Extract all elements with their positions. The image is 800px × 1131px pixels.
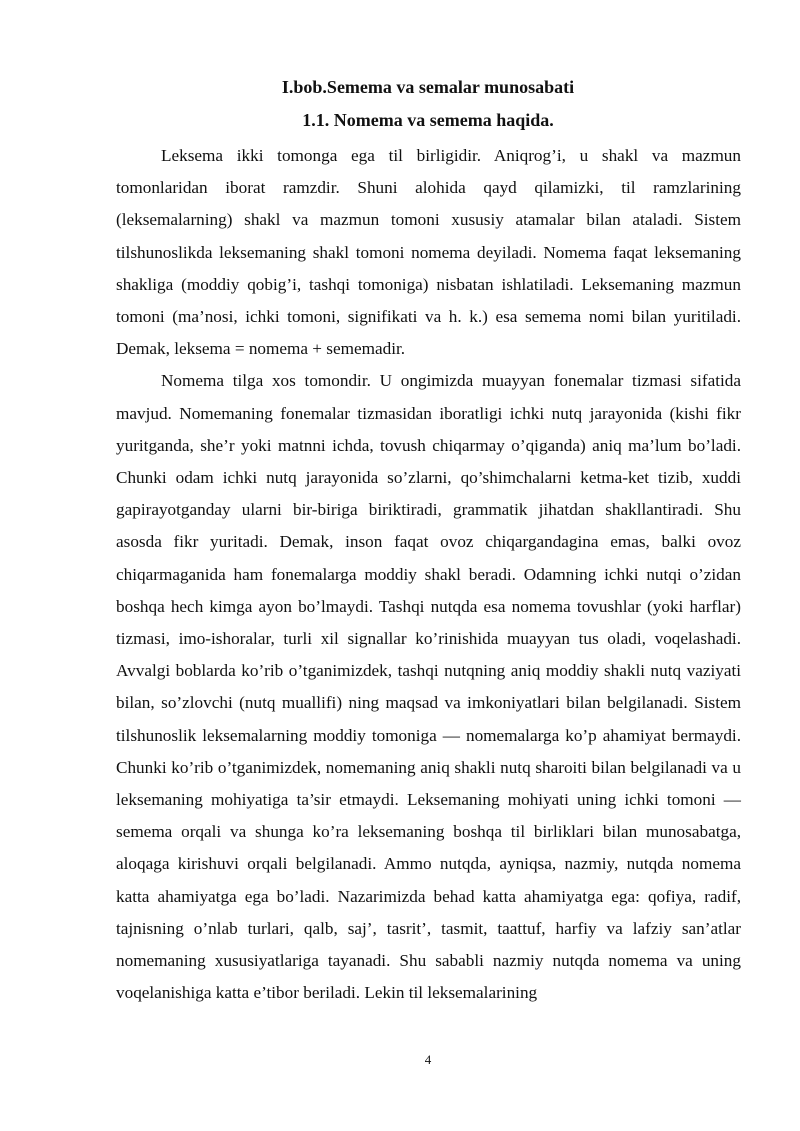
page-number: 4 — [424, 1052, 432, 1067]
paragraph-2: Nomema tilga xos tomondir. U ongimizda muayyan fonemalar tizmasi sifatida mavjud. Nomemaning fonemalar tizmasidan iboratligi ichki nutq jarayonida (kishi fikr yuritganda, she’r yoki matnni ichda, tovush chiqarmay o’qiganda) aniq ma’lum bo’ladi. Chunki odam ichki nutq jarayonida so’zlarni, qo’shimchalarni ketma-ket tizib, xuddi gapirayotganday ularni bir-biriga biriktiradi, grammatik jihatdan shakllantiradi. Shu asosda fikr yuritadi. Demak, inson faqat ovoz chiqargandagina emas, balki ovoz chiqarmaganida ham fonemalarga moddiy shakl beradi. Odamning ichki nutqi o’zidan boshqa hech kimga ayon bo’lmaydi. Tashqi nutqda esa nomema tovushlar (yoki harflar) tizmasi, imo-ishoralar, turli xil signallar ko’rinishida muayyan tus oladi, voqelashadi. Avvalgi boblarda ko’rib o’tganimizdek, tashqi nutqning aniq moddiy shakli nutq vaziyati bilan, so’zlovchi (nutq muallifi) ning maqsad va imkoniyatlari bilan belgilanadi. Sistem tilshunoslik leksemalarning moddiy tomoniga — nomemalarga ko’p ahamiyat bermaydi. Chunki ko’rib o’tganimizdek, nomemaning aniq shakli nutq sharoiti bilan belgilanadi va u leksemaning mohiyatiga ta’sir etmaydi. Leksemaning mohiyati uning ichki tomoni — semema orqali va shunga ko’ra leksemaning boshqa til birliklari bilan munosabatga, aloqaga kirishuvi orqali belgilanadi. Ammo nutqda, ayniqsa, nazmiy, nutqda nomema katta ahamiyatga ega bo’ladi. Nazarimizda behad katta ahamiyatga ega: qofiya, radif, tajnisning o’nlab turlari, qalb, saj’, tasrit’, tasmit, taattuf, harfiy va lafziy san’atlar nomemaning xususiyatlariga tayanadi. Shu sababli nazmiy nutqda nomema va uning voqelanishiga katta e’tibor beriladi. Lekin til leksemalarining — [116, 371, 741, 1003]
body-text — [116, 140, 741, 1009]
section-title: 1.1. Nomema va semema haqida. — [302, 110, 554, 130]
chapter-title: I.bob.Semema va semalar munosabati — [281, 77, 575, 97]
paragraph-1: Leksema ikki tomonga ega til birligidir. Aniqrog’i, u shakl va mazmun tomonlaridan iborat ramzdir. Shuni alohida qayd qilamizki, til ramzlarining (leksemalarning) shakl va mazmun tomoni xususiy atamalar bilan ataladi. Sistem tilshunoslikda leksemaning shakl tomoni nomema deyiladi. Nomema faqat leksemaning shakliga (moddiy qobig’i, tashqi tomoniga) nisbatan ishlatiladi. Leksemaning mazmun tomoni (ma’nosi, ichki tomoni, signifikati va h. k.) esa semema nomi bilan yuritiladi. Demak, leksema = nomema + sememadir. — [116, 146, 741, 359]
